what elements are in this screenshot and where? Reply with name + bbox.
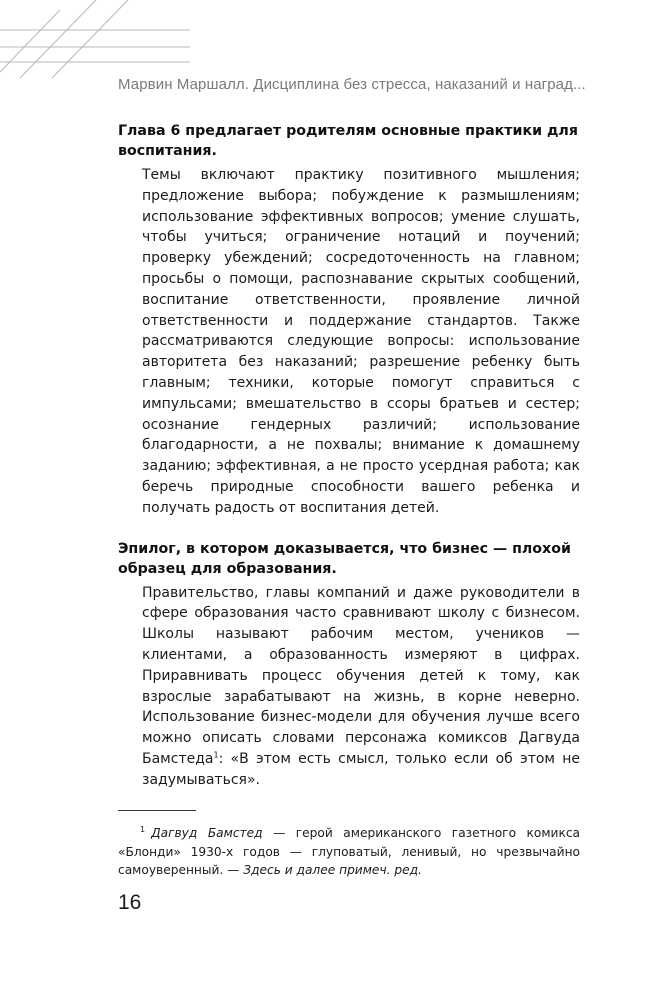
deco-diagonal-line-2 [52, 0, 128, 78]
page-number: 16 [118, 891, 142, 914]
footnote: 1 Дагвуд Бамстед — герой американского газетного комикса «Блонди» 1930-х годов — глуповатый, ленивый, но чрезвычайно самоуверенный. — Здесь и далее примеч. ред. [118, 824, 581, 877]
main-content [118, 121, 580, 811]
running-head: Марвин Маршалл. Дисциплина без стресса, наказаний и наград... [118, 76, 586, 93]
section-heading-epilogue: Эпилог, в котором доказывается, что бизнес — плохой образец для образования. [118, 540, 571, 577]
footnote-text: — герой американского газетного комикса «Блонди» 1930-х годов — глуповатый, ленивый, но чрезвычайно самоуверенный. — [118, 826, 581, 877]
epilogue-text-before-ref: Правительство, главы компаний и даже руководители в сфере образования часто сравнивают школу с бизнесом. Школы называют рабочим местом, учеников — клиентами, а образованность измеряют в цифрах. Приравнивать процесс обучения детей к тому, как взрослые зарабатывают на жизнь, в корне неверно. Использование бизнес-модели для обучения лучше всего можно описать словами персонажа комиксов Дагвуда Бамстеда [142, 584, 580, 767]
section-body-chapter-6: Темы включают практику позитивного мышления; предложение выбора; побуждение к размышлениям; использование эффективных вопросов; умение слушать, чтобы учиться; ограничение нотаций и поучений; проверку убеждений; сосредоточенность на главном; просьбы о помощи, распознавание скрытых сообщений, воспитание ответственности, проявление личной ответственности и поддержание стандартов. Также рассматриваются следующие вопросы: использование авторитета без наказаний; разрешение ребенку быть главным; техники, которые помогут справиться с импульсами; вмешательство в ссоры братьев и сестер; осознание гендерных различий; использование благодарности, а не похвалы; внимание к домашнему заданию; эффективная, а не просто усердная работа; как беречь природные способности вашего ребенка и получать радость от воспитания детей. [142, 167, 580, 516]
section-heading-chapter-6: Глава 6 предлагает родителям основные практики для воспитания. [118, 123, 578, 159]
epilogue-text-after-ref: : «В этом есть смысл, только если об этом не задумываться». [142, 750, 580, 788]
footnote-editor-note: Здесь и далее примеч. ред. [243, 863, 422, 877]
footnote-name-italic: Дагвуд Бамстед [151, 826, 263, 840]
deco-diagonal-line-3 [0, 10, 60, 72]
section-body-epilogue [118, 583, 580, 791]
footnote-reference[interactable]: 1 [213, 750, 219, 760]
footnote-divider [118, 810, 196, 811]
